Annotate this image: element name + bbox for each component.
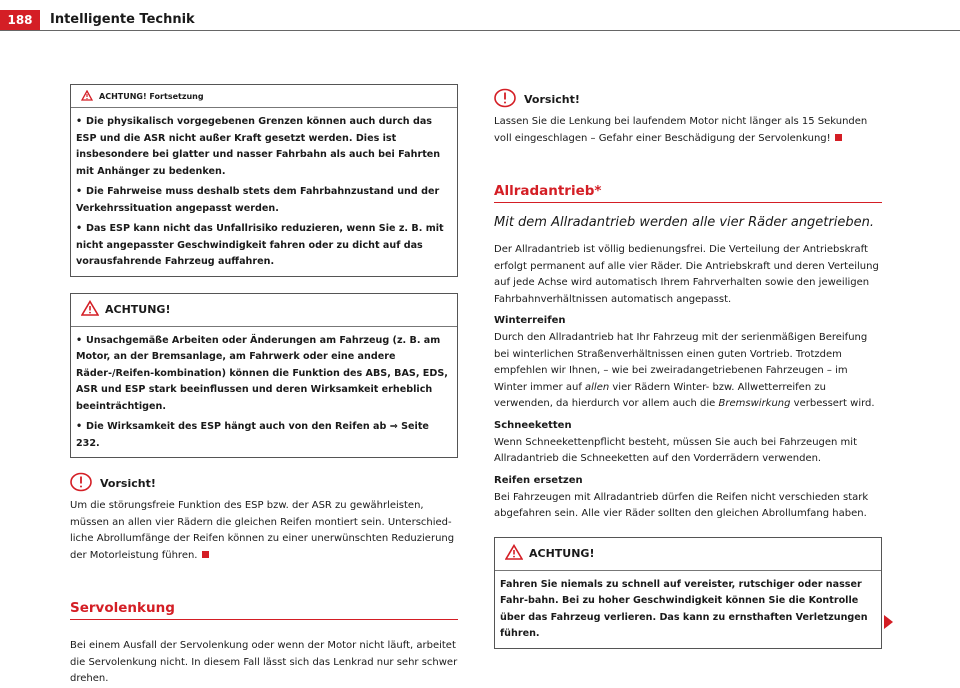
winter-text: Durch den Allradantrieb hat Ihr Fahrzeug mit der serienmäßigen Bereifung bei winterlichen Straßenverhältnissen einen guten Vortrieb. Trotzdem empfehlen wir Ihnen, – wie bei zweiradangetriebenen Fahrzeugen – im Winter immer auf allen vier Rädern Winter- bzw. Allwetterreifen zu verwenden, da hierdurch vor allem auch die Bremswirkung verbessert wird. bbox=[494, 332, 875, 409]
subheading-replace: Reifen ersetzen bbox=[494, 474, 583, 486]
list-item: • Die Wirksamkeit des ESP hängt auch von den Reifen ab ⇒ Seite 232. bbox=[76, 421, 429, 449]
replace-text: Bei Fahrzeugen mit Allradantrieb dürfen die Reifen nicht verschieden stark abgefahren sein. Alle vier Räder sollten den gleichen Abrollumfang haben. bbox=[494, 491, 869, 519]
caution-block bbox=[494, 88, 882, 147]
warning-text: Fahren Sie niemals zu schnell auf vereister, rutschiger oder nasser Fahr-bahn. Bei zu hoher Geschwindigkeit können Sie die Kontrolle über das Fahrzeug verlieren. Das kann zu ernsthaften Verletzungen führen. bbox=[500, 578, 868, 639]
arrow-reference-icon: ⇒ bbox=[389, 421, 398, 432]
end-marker-icon bbox=[835, 134, 842, 141]
warning-title: ACHTUNG! bbox=[105, 303, 171, 316]
header-divider bbox=[0, 30, 960, 31]
right-column bbox=[494, 88, 882, 649]
warning-triangle-icon bbox=[81, 90, 93, 103]
subheading-winter: Winterreifen bbox=[494, 315, 566, 326]
warning-continued-title: ACHTUNG! Fortsetzung bbox=[99, 91, 204, 101]
caution-exclamation-icon bbox=[70, 472, 92, 495]
caution-block bbox=[70, 472, 458, 564]
chapter-title: Intelligente Technik bbox=[50, 12, 195, 27]
section-intro: Der Allradantrieb ist völlig bedienungsfrei. Die Verteilung der Antriebskraft erfolgt permanent auf alle vier Räder. Die Antriebskraft und deren Verteilung auf jede Achse wird automatisch Ihrem Fahrverhalten sowie den jeweiligen Fahrbahnverhältnissen automatisch angepasst. bbox=[494, 244, 879, 305]
list-item: • Die physikalisch vorgegebenen Grenzen können auch durch das ESP und die ASR nicht außer Kraft gesetzt werden. Dies ist insbesondere bei glatter und nasser Fahrbahn als auch bei Fahrten mit Anhänger zu bedenken. bbox=[76, 116, 441, 177]
warning-header bbox=[495, 538, 881, 571]
section-title: Servolenkung bbox=[70, 600, 458, 620]
warning-triangle-icon bbox=[81, 300, 99, 319]
warning-continued-body bbox=[71, 108, 457, 276]
warning-body bbox=[71, 327, 457, 458]
caution-header bbox=[494, 88, 882, 111]
warning-continued-box bbox=[70, 84, 458, 277]
section-lead: Mit dem Allradantrieb werden alle vier Räder angetrieben. bbox=[494, 215, 874, 230]
caution-exclamation-icon bbox=[494, 88, 516, 111]
left-column bbox=[70, 84, 458, 688]
section-title: Allradantrieb* bbox=[494, 183, 882, 203]
warning-box bbox=[494, 537, 882, 649]
subheading-chains: Schneeketten bbox=[494, 419, 572, 431]
page-header bbox=[0, 0, 960, 36]
chains-text: Wenn Schneekettenpflicht besteht, müssen Sie auch bei Fahrzeugen mit Allradantrieb die Schneeketten auf den Vorderrädern verwenden. bbox=[494, 436, 857, 464]
caution-text: Lassen Sie die Lenkung bei laufendem Motor nicht länger als 15 Sekunden voll eingeschlagen – Gefahr einer Beschädigung der Servolenkung! bbox=[494, 116, 868, 144]
allradantrieb-section bbox=[494, 183, 882, 523]
warning-title: ACHTUNG! bbox=[529, 547, 595, 560]
end-marker-icon bbox=[202, 551, 209, 558]
caution-text: Um die störungsfreie Funktion des ESP bzw. der ASR zu gewährleisten, müssen an allen vier Rädern die gleichen Reifen montiert sein. Unterschied-liche Abrollumfänge der Reifen können zu einer unerwünschten Reduzierung der Motorleistung führen. bbox=[70, 500, 455, 561]
section-text: Bei einem Ausfall der Servolenkung oder wenn der Motor nicht läuft, arbeitet die Servolenkung nicht. In diesem Fall lässt sich das Lenkrad nur sehr schwer drehen. bbox=[70, 640, 458, 684]
page-reference-link[interactable]: Seite 232. bbox=[76, 421, 429, 449]
list-item: • Unsachgemäße Arbeiten oder Änderungen am Fahrzeug (z. B. am Motor, an der Bremsanlage, am Fahrwerk oder eine andere Räder-/Reifen-kombination) können die Funktion des ABS, BAS, EDS, ASR und ESP stark beeinflussen und deren Wirksamkeit erheblich beeinträchtigen. bbox=[76, 334, 448, 412]
warning-body bbox=[495, 571, 881, 648]
continue-arrow-icon[interactable] bbox=[884, 615, 893, 629]
caution-title: Vorsicht! bbox=[524, 93, 580, 106]
warning-triangle-icon bbox=[505, 544, 523, 563]
warning-header bbox=[71, 294, 457, 327]
warning-box bbox=[70, 293, 458, 459]
page-number: 188 bbox=[0, 10, 40, 30]
caution-title: Vorsicht! bbox=[100, 477, 156, 490]
caution-header bbox=[70, 472, 458, 495]
list-item: • Die Fahrweise muss deshalb stets dem Fahrbahnzustand und der Verkehrssituation angepasst werden. bbox=[76, 186, 440, 214]
warning-continued-header bbox=[71, 85, 457, 108]
list-item: • Das ESP kann nicht das Unfallrisiko reduzieren, wenn Sie z. B. mit nicht angepasster Geschwindigkeit fahren oder zu dicht auf das vorausfahrende Fahrzeug auffahren. bbox=[76, 223, 444, 267]
servolenkung-section bbox=[70, 600, 458, 688]
